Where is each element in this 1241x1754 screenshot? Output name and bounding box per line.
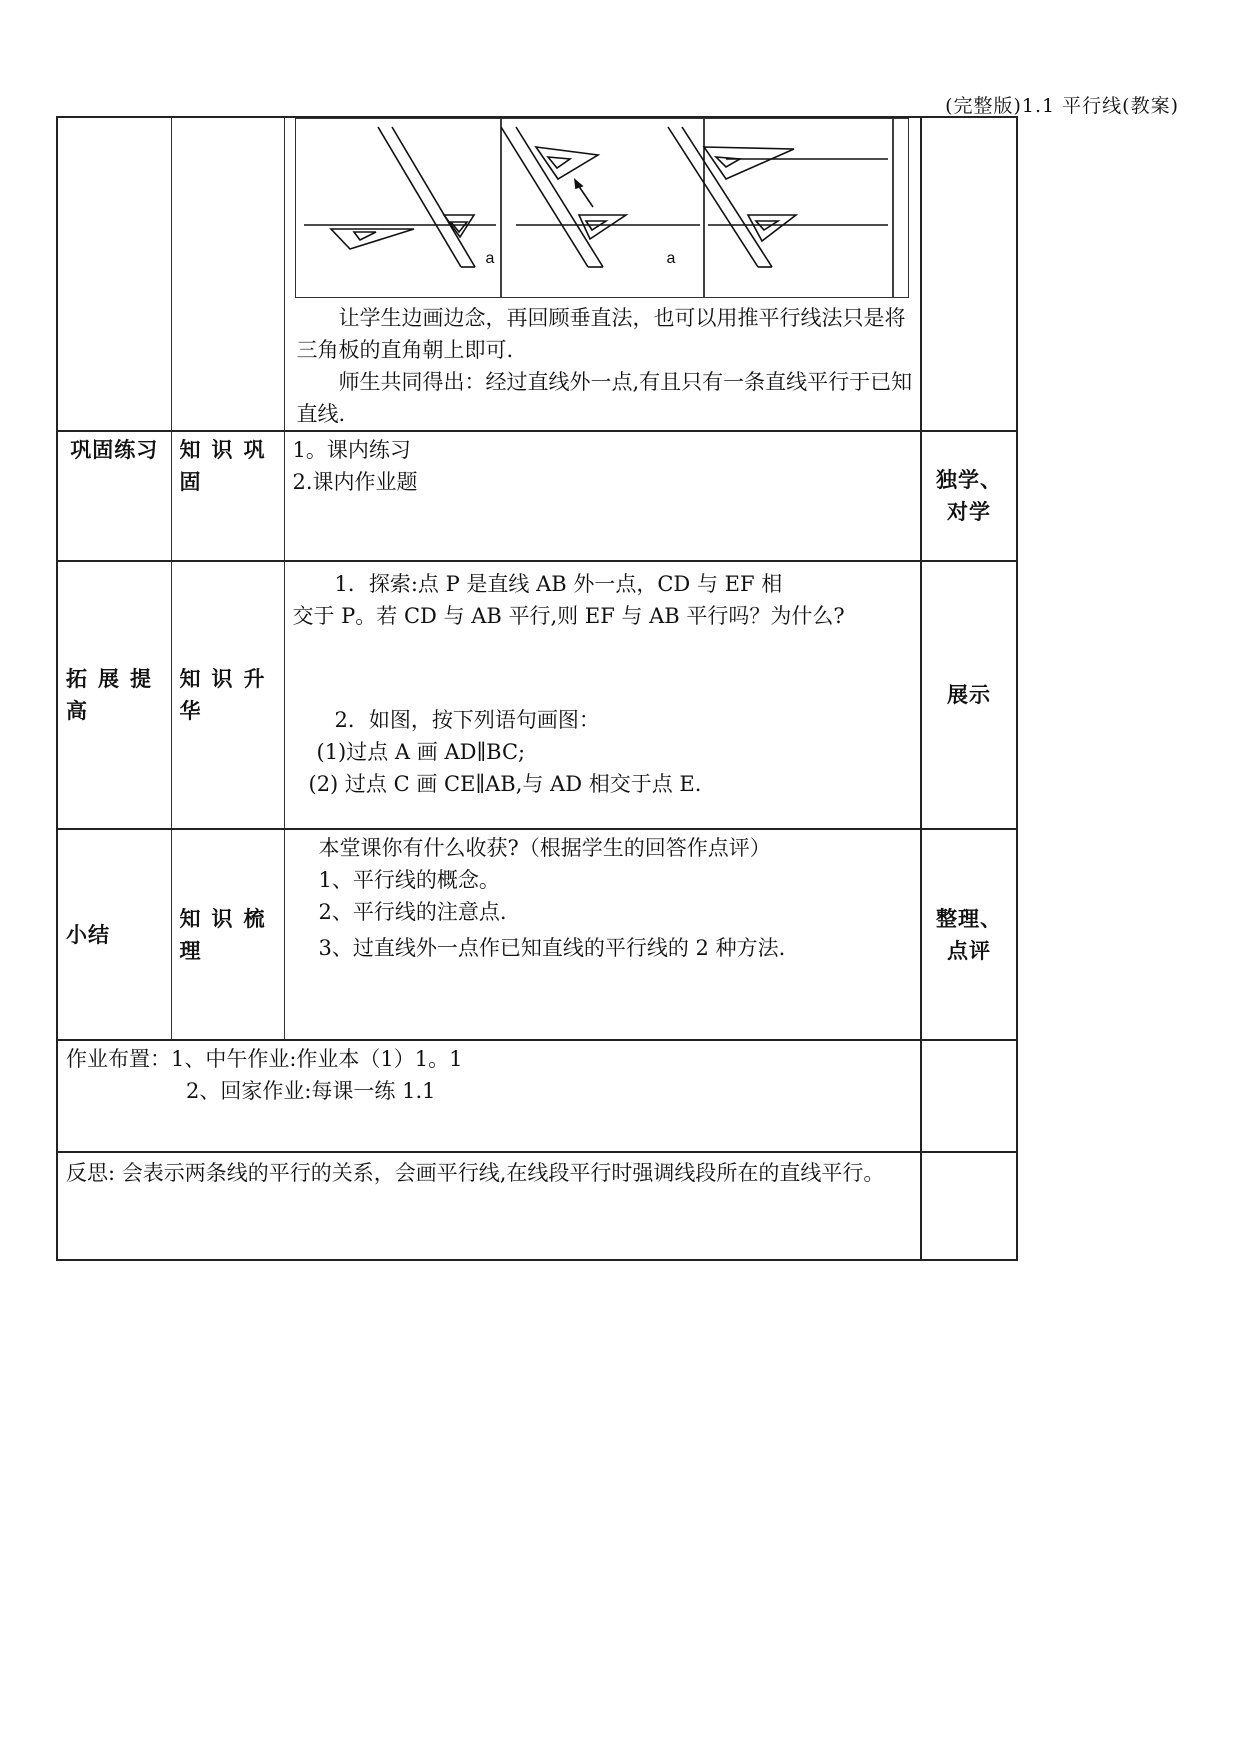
panel-label: a (485, 250, 495, 267)
table-row (57, 561, 1017, 829)
arrow-icon (578, 185, 593, 207)
table-row (57, 431, 1017, 561)
table-row (57, 1152, 1017, 1260)
list-item: 1。课内练习 (292, 438, 411, 462)
list-item: 1、平行线的概念。 (318, 868, 500, 892)
homework-line: 2、回家作业:每课一练 1.1 (186, 1079, 436, 1103)
goal-label: 知识升华 (171, 561, 284, 829)
set-square (579, 215, 626, 239)
triangle-ruler-figure (295, 118, 909, 298)
ruler-edge (392, 127, 475, 267)
content-cell (284, 431, 921, 561)
set-square (704, 147, 794, 179)
document-title: (完整版)1.1 平行线(教案) (945, 95, 1179, 117)
method-label: 展示 (921, 561, 1017, 829)
table-row (57, 117, 1017, 431)
method-label: 整理、点评 (921, 829, 1017, 1040)
ruler-edge (516, 127, 603, 267)
parallel-line-diagram (296, 119, 908, 297)
reflection-text: 反思: 会表示两条线的平行的关系，会画平行线,在线段平行时强调线段所在的直线平行。 (66, 1161, 885, 1185)
content-cell (284, 829, 921, 1040)
question-text: 2．如图，按下列语句画图： (334, 708, 600, 732)
list-item: (1)过点 A 画 AD∥BC; (316, 740, 526, 764)
set-square (444, 215, 474, 237)
method-cell (921, 1040, 1017, 1152)
content-cell (284, 561, 921, 829)
list-item: (2) 过点 C 画 CE∥AB,与 AD 相交于点 E. (308, 772, 702, 796)
reflection-cell (57, 1152, 921, 1260)
stage-cell (57, 117, 171, 431)
table-row (57, 1040, 1017, 1152)
homework-line: 作业布置：1、中午作业:作业本（1）1。1 (66, 1047, 463, 1071)
stage-label: 拓展提高 (57, 561, 171, 829)
homework-cell (57, 1040, 921, 1152)
set-square (748, 215, 796, 241)
stage-label: 巩固练习 (57, 431, 171, 561)
list-item: 2.课内作业题 (292, 470, 418, 494)
goal-label: 知识梳理 (171, 829, 284, 1040)
panel-label: a (666, 250, 676, 267)
summary-intro: 本堂课你有什么收获?（根据学生的回答作点评） (318, 836, 771, 860)
stage-label: 小结 (57, 829, 171, 1040)
goal-label: 知识巩固 (171, 431, 284, 561)
content-cell (284, 117, 921, 431)
question-text: 交于 P。若 CD 与 AB 平行,则 EF 与 AB 平行吗？为什么? (292, 604, 845, 628)
table-row (57, 829, 1017, 1040)
method-cell (921, 117, 1017, 431)
list-item: 3、过直线外一点作已知直线的平行线的 2 种方法. (318, 936, 786, 960)
method-label: 独学、对学 (921, 431, 1017, 561)
question-text: 1．探索:点 P 是直线 AB 外一点，CD 与 EF 相 (334, 572, 783, 596)
conclusion-text: 师生共同得出：经过直线外一点,有且只有一条直线平行于已知直线. (296, 370, 913, 426)
goal-cell (171, 117, 284, 431)
ruler-edge (378, 127, 461, 267)
method-cell (921, 1152, 1017, 1260)
list-item: 2、平行线的注意点. (318, 900, 507, 924)
figure-caption: 让学生边画边念，再回顾垂直法，也可以用推平行线法只是将三角板的直角朝上即可. (296, 306, 906, 362)
lesson-plan-table (56, 116, 1018, 1261)
